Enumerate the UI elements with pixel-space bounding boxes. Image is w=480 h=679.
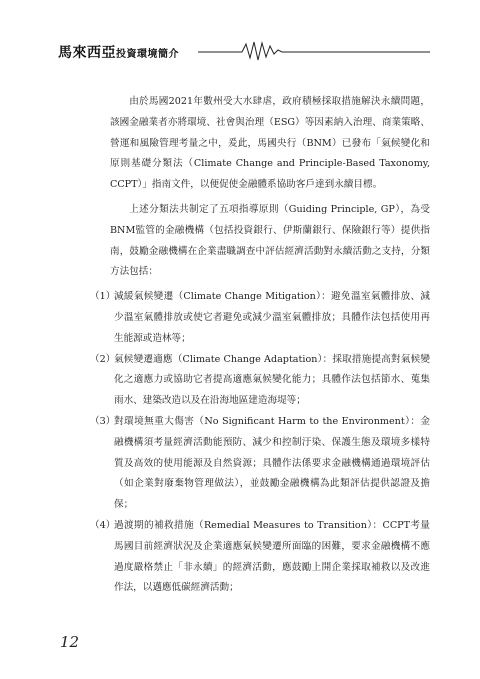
paragraph: 由於馬國2021年數州受大水肆虐，政府積極採取措施解決永續問題，該國金融業者亦將環境、社會與治理（ESG）等因素納入治理、商業策略、營運和風險管理考量之中，爰此，馬國央行（BNM）已發布「氣候變化和原則基礎分類法（Climate Change and Principle-Based Taxonomy, CCPT）」指南文件，以便促使金融體系協助客戶達到永續目標。 — [110, 96, 430, 191]
list-item — [90, 287, 430, 349]
list-item-text: 過渡期的補救措施（Remedial Measures to Transition）：CCPT考量馬國目前經濟狀況及企業適應氣候變遷所面臨的困難，要求金融機構不應過度嚴格禁止「非永續」的經濟活動，應鼓勵上開企業採取補救以及改進作法，以邁應低碳經濟活動； — [114, 519, 430, 594]
list-item-number: （4） — [90, 519, 116, 531]
list-item-text: 對環境無重大傷害（No Significant Harm to the Environment）：金融機構須考量經濟活動能預防、減少和控制汙染、保護生態及環境多樣特質及高效的使用能源及自然資源；具體作法係要求金融機構通過環境評估（如企業對廢棄物管理做法），並鼓勵金融機構為此類評估提供認證及擔保； — [114, 415, 430, 511]
list-item-number: （1） — [90, 291, 116, 303]
list-item — [90, 412, 430, 516]
header-title-sub: 投資環境簡介 — [116, 49, 179, 60]
article-body — [90, 92, 430, 599]
list-item-text: 氣候變遷適應（Climate Change Adaptation）：採取措施提高對氣候變化之適應力或協助它者提高適應氣候變化能力；具體作法包括節水、蒐集雨水、建築改造以及在沿海地區建造海堤等； — [114, 353, 430, 407]
header-zigzag-rule — [198, 38, 430, 62]
principle-list — [90, 287, 430, 599]
list-item — [90, 350, 430, 412]
running-header — [58, 38, 430, 62]
list-item-number: （2） — [90, 353, 116, 365]
list-item-text: 減緩氣候變遷（Climate Change Mitigation）：避免溫室氣體排放、減少溫室氣體排放或使它者避免或減少溫室氣體排放；具體作法包括使用再生能源或造林等； — [114, 291, 430, 344]
header-title — [58, 42, 179, 62]
page-number: 12 — [60, 633, 80, 651]
paragraph: 上述分類法共制定了五項指導原則（Guiding Principle, GP），為受BNM監管的金融機構（包括投資銀行、伊斯蘭銀行、保險銀行等）提供指南，鼓勵金融機構在企業盡職調查中評估經濟活動對永續活動之支持，分類方法包括： — [110, 203, 430, 278]
header-title-main: 馬來西亞 — [58, 45, 116, 61]
list-item-number: （3） — [90, 415, 116, 427]
list-item — [90, 516, 430, 599]
